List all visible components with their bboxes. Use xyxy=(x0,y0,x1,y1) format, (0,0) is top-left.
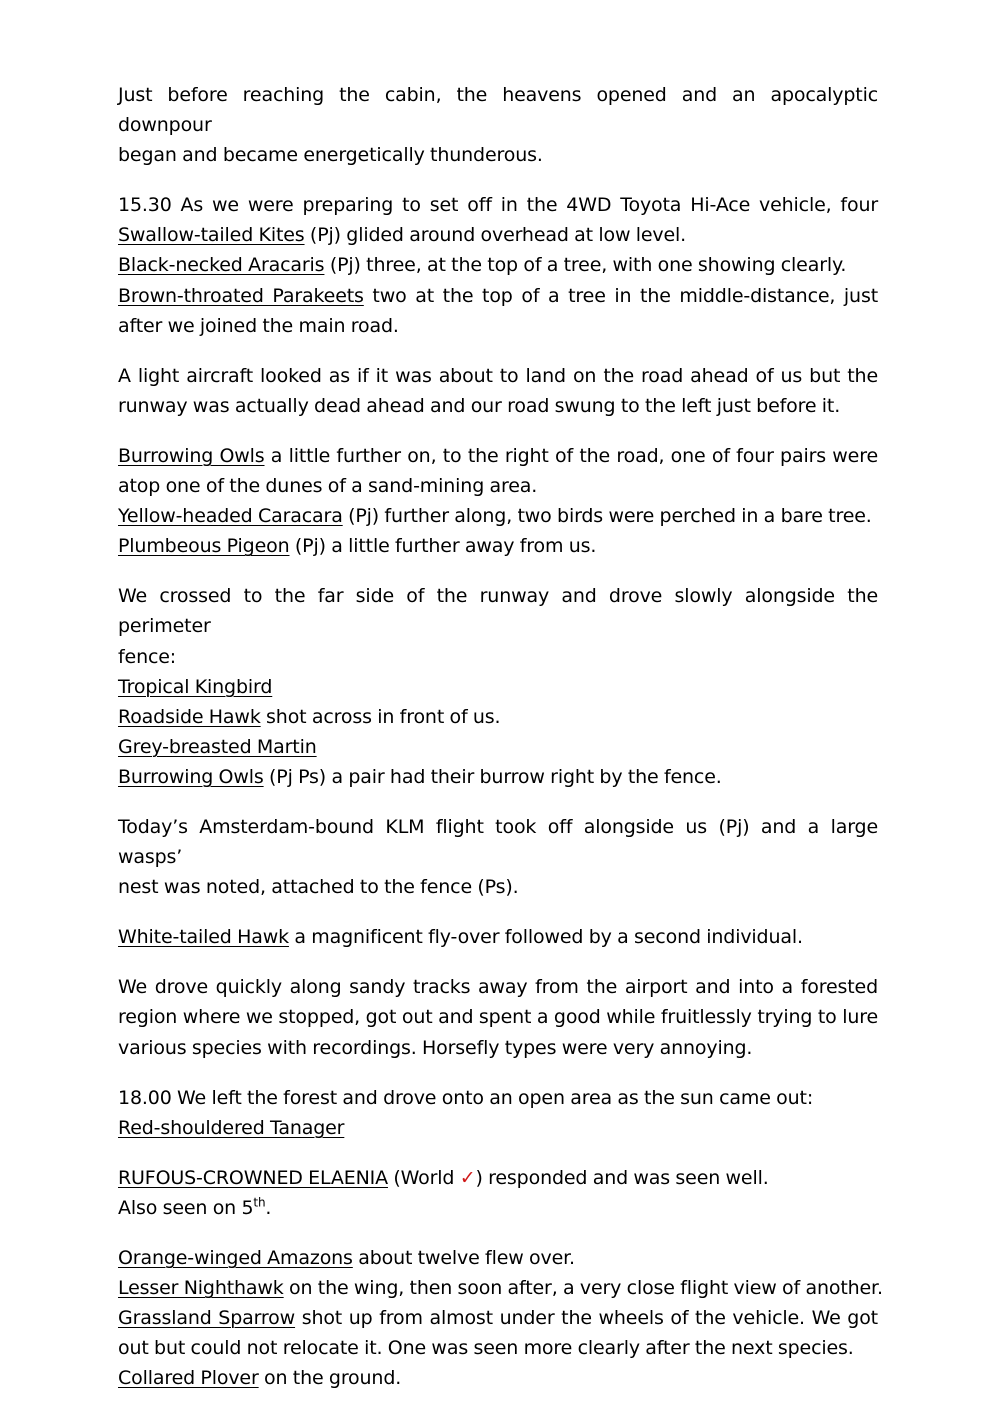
species-name: Grassland Sparrow xyxy=(118,1307,296,1330)
species-name: White-tailed Hawk xyxy=(118,926,289,949)
text-line xyxy=(118,391,878,421)
text-line xyxy=(118,702,878,732)
text-line xyxy=(118,531,878,561)
paragraph xyxy=(118,190,878,340)
text-line xyxy=(118,1083,878,1113)
body-text: two at the top of a tree in the middle-distance, just xyxy=(363,284,878,307)
body-text: nest was noted, attached to the fence (Ps). xyxy=(118,876,519,899)
text-line xyxy=(118,140,878,170)
text-line xyxy=(118,1243,878,1273)
checkmark-icon: ✓ xyxy=(459,1166,476,1189)
text-line xyxy=(118,250,878,280)
body-text: 18.00 We left the forest and drove onto an open area as the sun came out: xyxy=(118,1086,814,1109)
text-line xyxy=(118,872,878,902)
text-line xyxy=(118,922,878,952)
species-name: Red-shouldered Tanager xyxy=(118,1116,345,1139)
body-text: Also seen on 5 xyxy=(118,1196,254,1219)
paragraph xyxy=(118,812,878,902)
text-line xyxy=(118,1033,878,1063)
body-text: A light aircraft looked as if it was about to land on the road ahead of us but the xyxy=(118,364,878,387)
text-line xyxy=(118,220,878,250)
text-line xyxy=(118,672,878,702)
text-line xyxy=(118,1303,878,1333)
body-text: after we joined the main road. xyxy=(118,314,399,337)
body-text: fence: xyxy=(118,645,177,668)
body-text: (World xyxy=(387,1166,460,1189)
body-text: (Pj Ps) a pair had their burrow right by the fence. xyxy=(263,765,722,788)
text-line xyxy=(118,581,878,641)
body-text: We drove quickly along sandy tracks away from the airport and into a forested xyxy=(118,976,878,999)
body-text: various species with recordings. Horsefly types were very annoying. xyxy=(118,1036,753,1059)
species-name: Black-necked Aracaris xyxy=(118,254,325,277)
species-name: Yellow-headed Caracara xyxy=(118,505,343,528)
text-line xyxy=(118,972,878,1002)
body-text: 15.30 As we were preparing to set off in the 4WD Toyota Hi-Ace vehicle, four xyxy=(118,194,878,217)
species-name: Burrowing Owls xyxy=(118,444,265,467)
paragraph xyxy=(118,1083,878,1143)
text-line xyxy=(118,1163,878,1193)
text-line xyxy=(118,361,878,391)
text-line xyxy=(118,1193,878,1223)
text-line xyxy=(118,642,878,672)
text-line xyxy=(118,812,878,872)
species-name: RUFOUS-CROWNED ELAENIA xyxy=(118,1166,388,1189)
body-text: shot across in front of us. xyxy=(260,705,501,728)
text-line xyxy=(118,441,878,471)
paragraph xyxy=(118,1163,878,1223)
text-line xyxy=(118,281,878,311)
species-name: Tropical Kingbird xyxy=(118,675,273,698)
text-line xyxy=(118,80,878,140)
body-text: began and became energetically thunderous. xyxy=(118,144,543,167)
body-text: . xyxy=(265,1196,272,1219)
species-name: Orange-winged Amazons xyxy=(118,1247,353,1269)
paragraph xyxy=(118,972,878,1062)
paragraph xyxy=(118,361,878,421)
text-line xyxy=(118,471,878,501)
text-line xyxy=(118,1363,878,1393)
text-line xyxy=(118,311,878,341)
text-line xyxy=(118,1333,878,1363)
body-text: We crossed to the far side of the runway and drove slowly alongside the perimeter xyxy=(118,585,878,638)
body-text: a magnificent fly-over followed by a second individual. xyxy=(288,926,803,949)
paragraph xyxy=(118,922,878,952)
paragraph xyxy=(118,80,878,170)
species-name: Brown-throated Parakeets xyxy=(118,284,364,307)
superscript-text: th xyxy=(253,1195,266,1210)
body-text: (Pj) glided around overhead at low level. xyxy=(304,224,687,247)
document-page xyxy=(118,80,883,1413)
body-text: on the ground. xyxy=(258,1367,402,1390)
body-text: on the wing, then soon after, a very close flight view of another. xyxy=(283,1277,883,1300)
text-line xyxy=(118,190,878,220)
species-name: Burrowing Owls xyxy=(118,765,264,788)
body-text: Just before reaching the cabin, the heavens opened and an apocalyptic downpour xyxy=(118,84,878,137)
body-text: Today’s Amsterdam-bound KLM flight took off alongside us (Pj) and a large wasps’ xyxy=(118,815,878,869)
species-name: Collared Plover xyxy=(118,1367,259,1390)
paragraph xyxy=(118,441,878,561)
text-line xyxy=(118,1002,878,1032)
paragraph xyxy=(118,581,878,792)
body-text: (Pj) further along, two birds were perched in a bare tree. xyxy=(342,505,872,528)
species-name: Grey-breasted Martin xyxy=(118,735,317,758)
body-text: (Pj) a little further away from us. xyxy=(289,535,597,558)
species-name: Lesser Nighthawk xyxy=(118,1277,284,1300)
body-text: shot up from almost under the wheels of the vehicle. We got xyxy=(295,1307,878,1330)
text-line xyxy=(118,501,878,531)
species-name: Plumbeous Pigeon xyxy=(118,535,290,558)
body-text: ) responded and was seen well. xyxy=(475,1166,769,1189)
text-line xyxy=(118,1273,883,1303)
body-text: (Pj) three, at the top of a tree, with one showing clearly. xyxy=(324,254,847,277)
species-name: Roadside Hawk xyxy=(118,705,261,728)
body-text: runway was actually dead ahead and our road swung to the left just before it. xyxy=(118,394,841,417)
text-line xyxy=(118,762,878,792)
body-text: atop one of the dunes of a sand-mining area. xyxy=(118,475,538,498)
text-line xyxy=(118,732,878,762)
text-line xyxy=(118,1113,878,1143)
body-text: a little further on, to the right of the road, one of four pairs were xyxy=(264,444,878,467)
body-text: out but could not relocate it. One was seen more clearly after the next species. xyxy=(118,1337,854,1360)
species-name: Swallow-tailed Kites xyxy=(118,224,305,247)
paragraph xyxy=(118,1243,883,1393)
body-text: region where we stopped, got out and spent a good while fruitlessly trying to lure xyxy=(118,1006,878,1029)
body-text: about twelve flew over. xyxy=(352,1247,575,1269)
